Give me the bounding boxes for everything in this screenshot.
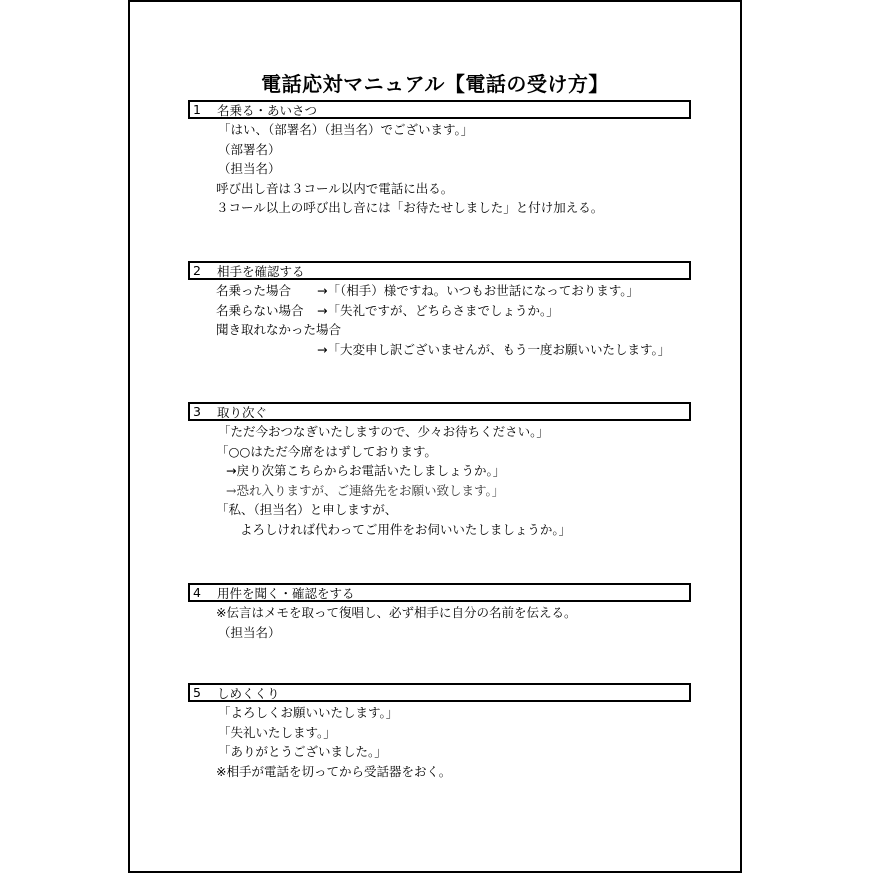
body-line: →恐れ入りますが、ご連絡先をお願い致します。」 [226,482,505,498]
page-title: 電話応対マニュアル【電話の受け方】 [261,72,609,96]
row-text: →「（相手）様ですね。いつもお世話になっております。」 [317,283,639,298]
section-confirm [188,261,691,359]
body-line: 「ありがとうございました。」 [218,744,387,759]
section-header [188,683,691,702]
body-line: （部署名） [218,141,281,157]
section-number: 4 [193,585,201,600]
body-line: →戻り次第こちらからお電話いたしましょうか。」 [226,463,506,478]
section-number: 3 [193,404,201,419]
section-closing [188,683,691,781]
body-line: 「よろしくお願いいたします。」 [218,705,399,720]
section-header [188,100,691,119]
section-inquiry [188,583,691,642]
section-heading: 取り次ぐ [217,404,268,420]
row-text: →「失礼ですが、どちらさまでしょうか。」 [317,302,559,318]
section-heading: しめくくり [217,685,280,701]
section-number: 2 [193,263,201,278]
section-header [188,261,691,280]
section-header [188,583,691,602]
body-line: ※相手が電話を切ってから受話器をおく。 [216,763,452,779]
body-line: 「失礼いたします。」 [218,724,336,740]
section-number: 5 [193,685,201,700]
document-page [128,0,742,873]
section-header [188,402,691,421]
body-line: 「はい、（部署名）（担当名）でございます。」 [218,122,474,137]
row-label: 聞き取れなかった場合 [216,322,342,337]
body-line: 「ただ今おつなぎいたしますので、少々お待ちください。」 [218,424,549,439]
section-transfer [188,402,691,539]
body-line: ※伝言はメモを取って復唱し、必ず相手に自分の名前を伝える。 [216,605,577,620]
body-line: 「私、（担当名）と申しますが、 [216,502,398,517]
body-line: ３コール以上の呼び出し音には「お待たせしました」と付け加える。 [216,200,604,215]
body-row [188,320,691,340]
body-line: （担当名） [218,161,281,176]
section-number: 1 [193,102,201,117]
section-greeting [188,100,691,218]
body-row [188,281,691,301]
body-line: よろしければ代わってご用件をお伺いいたしましょうか。」 [240,521,572,537]
row-text: →「大変申し訳ございませんが、もう一度お願いいたします。」 [317,341,671,357]
row-label: 名乗った場合 [216,283,292,298]
section-heading: 用件を聞く・確認をする [217,585,355,601]
body-row [188,340,691,360]
body-line: （担当名） [218,624,281,640]
body-line: 呼び出し音は３コール以内で電話に出る。 [216,180,454,196]
row-label: 名乗らない場合 [216,302,304,318]
body-line: 「○○はただ今席をはずしております。 [216,443,437,459]
body-row [188,301,691,321]
section-heading: 名乗る・あいさつ [217,102,318,118]
section-heading: 相手を確認する [217,263,305,279]
